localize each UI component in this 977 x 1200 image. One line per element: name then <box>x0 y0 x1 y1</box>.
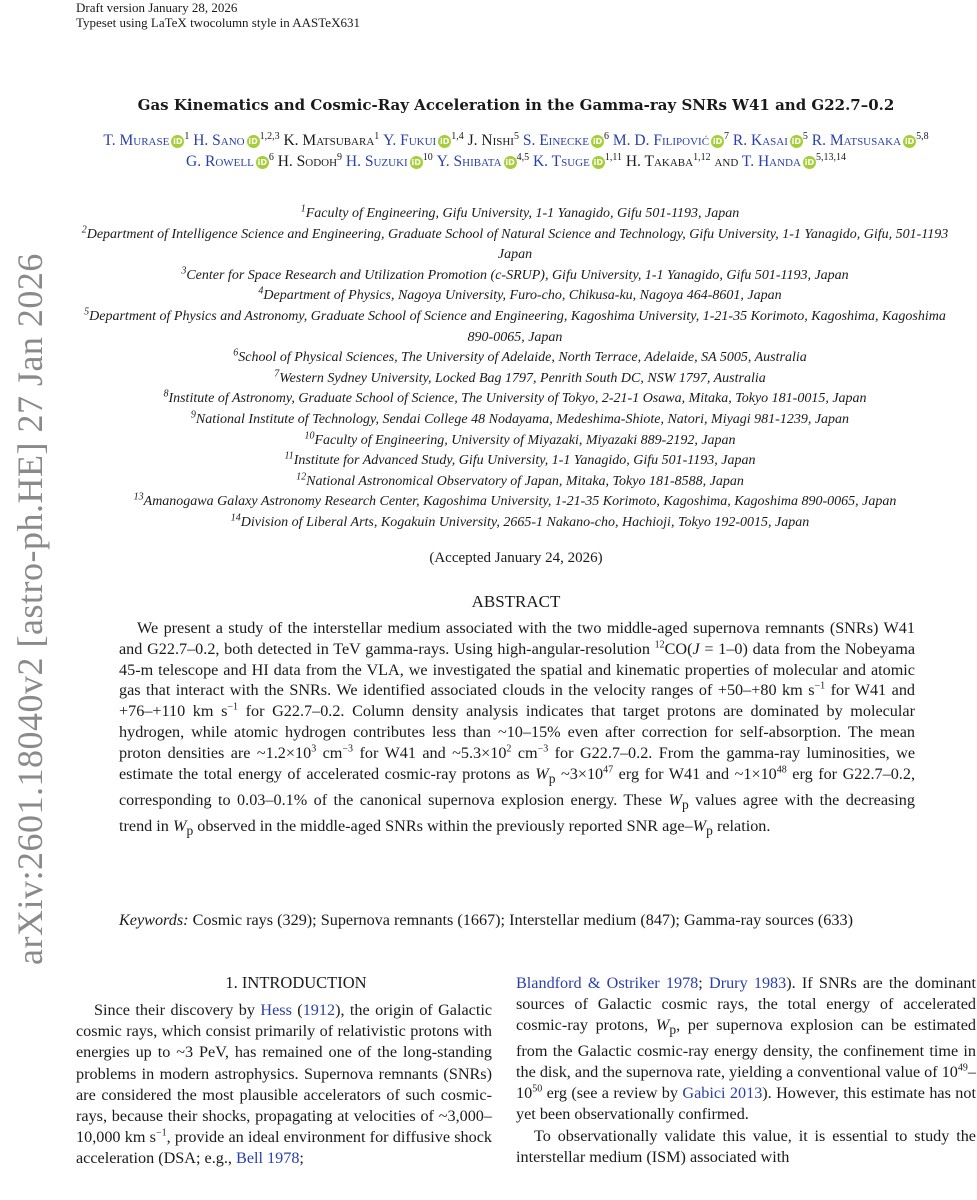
accepted-date: (Accepted January 24, 2026) <box>429 550 603 566</box>
affiliation-number: 13 <box>133 491 144 503</box>
author-affiliation-marker: 1,2,3 <box>259 130 280 142</box>
affiliation-row <box>60 431 977 452</box>
author-name: H. Sodoh <box>277 153 338 170</box>
affiliation-row <box>60 451 977 472</box>
author-name[interactable]: T. Murase <box>103 132 170 149</box>
keywords <box>119 910 915 931</box>
affiliation-text: National Astronomical Observatory of Japan, Mitaka, Tokyo 181-8588, Japan <box>306 473 744 489</box>
affiliation-row <box>60 472 977 493</box>
citation-hess-year[interactable]: 1912 <box>302 1001 336 1019</box>
author-affiliation-marker: 1,12 <box>693 151 711 163</box>
affiliation-number: 1 <box>300 203 306 215</box>
author-affiliation-marker: 7 <box>724 130 730 142</box>
author-name: H. Takaba <box>625 153 694 170</box>
author-name[interactable]: H. Sano <box>193 132 245 149</box>
citation-blandford-ostriker-1978[interactable]: Blandford & Ostriker 1978 <box>516 974 699 992</box>
keywords-text: Cosmic rays (329); Supernova remnants (1667); Interstellar medium (847); Gamma-ray sources (633) <box>192 911 853 929</box>
affiliation-text: School of Physical Sciences, The University of Adelaide, North Terrace, Adelaide, SA 5005, Australia <box>238 350 807 366</box>
orcid-icon[interactable]: iD <box>593 158 604 167</box>
orcid-icon[interactable]: iD <box>505 158 515 167</box>
affiliation-number: 9 <box>190 409 196 421</box>
arxiv-stamp: arXiv:2601.18040v2 [astro-ph.HE] 27 Jan 2026 <box>10 253 50 965</box>
author-affiliation-marker: 4,5 <box>516 151 530 163</box>
paper-title: Gas Kinematics and Cosmic-Ray Acceleration in the Gamma-ray SNRs W41 and G22.7–0.2 <box>137 96 895 114</box>
affiliation-row <box>60 410 977 431</box>
author-affiliation-marker: 6 <box>268 151 274 163</box>
author-affiliation-marker: 5 <box>802 130 808 142</box>
affiliation-text: National Institute of Technology, Sendai College 48 Nodayama, Medeshima-Shiote, Natori, Miyagi 981-1239, Japan <box>195 411 850 427</box>
author-affiliation-marker: 5 <box>513 130 519 142</box>
orcid-icon[interactable]: iD <box>440 137 450 146</box>
affiliation-text: Western Sydney University, Locked Bag 1797, Penrith South DC, NSW 1797, Australia <box>279 370 766 386</box>
author-affiliation-marker: 10 <box>422 151 433 163</box>
affiliation-row <box>60 225 977 266</box>
author-name[interactable]: K. Tsuge <box>532 153 590 170</box>
affiliation-text: Division of Liberal Arts, Kogakuin University, 2665-1 Nakano-cho, Hachioji, Tokyo 192-0015, Japan <box>240 514 810 530</box>
affiliation-text: Faculty of Engineering, Gifu University, 1-1 Yanagido, Gifu 501-1193, Japan <box>305 206 740 221</box>
author-affiliation-marker: 1 <box>184 130 190 142</box>
keywords-label: Keywords: <box>119 911 189 929</box>
orcid-icon[interactable]: iD <box>791 137 802 146</box>
affiliation-row <box>60 266 977 287</box>
author-name[interactable]: R. Kasai <box>732 132 788 149</box>
author-name[interactable]: T. Handa <box>741 153 801 170</box>
affiliation-row <box>60 348 977 369</box>
author-name: J. Nishi <box>467 132 514 149</box>
intro-right-paragraph-2: To observationally validate this value, it is essential to study the interstellar medium (ISM) associated with <box>516 1126 976 1166</box>
affiliation-text: Institute of Astronomy, Graduate School of Science, The University of Tokyo, 2-21-1 Osawa, Mitaka, Tokyo 181-0015, Japan <box>168 391 867 407</box>
affiliation-text: Department of Physics and Astronomy, Graduate School of Science and Engineering, Kagoshima University, 1-21-35 Korimoto, Kagoshima, Kagoshima 890-0065, Japan <box>89 308 946 345</box>
affiliation-text: Center for Space Research and Utilization Promotion (c-SRUP), Gifu University, 1-1 Yanagido, Gifu 501-1193, Japan <box>186 267 849 283</box>
affiliation-text: Department of Intelligence Science and Engineering, Graduate School of Natural Science and Technology, Gifu University, 1-1 Yanagido, Gifu, 501-1193 Japan <box>86 226 949 263</box>
affiliation-number: 4 <box>258 285 264 297</box>
orcid-icon[interactable]: iD <box>804 158 815 167</box>
affiliation-number: 5 <box>84 306 90 318</box>
affiliation-row <box>60 204 977 225</box>
abstract-text: We present a study of the interstellar medium associated with the two middle-aged supernova remnants (SNRs) W41 and G22.7–0.2, both detected in TeV gamma-rays. Using high-angular-resolution $^{12}$CO(J = 1–0) data from the Nobeyama 45-m telescope and HI data from the VLA, we investigated the spatial and kinematic properties of molecular and atomic gas that interact with the SNRs. We identified associated clouds in the velocity ranges of +50–+80 km $s^{-1}$ for W41 and +76–+110 km $s^{-1}$ for G22.7–0.2. Column density analysis indicates that target protons are dominated by molecular hydrogen, while atomic hydrogen contributes less than ~10–15% even after correction for self-absorption. The mean proton densities are $\sim 1.2\times 10^3$ $cm^{-3}$ for W41 and $\sim 5.3\times 10^2$ $cm^{-3}$ for G22.7–0.2. From the gamma-ray luminosities, we estimate the total energy of accelerated cosmic-ray protons as $W_p$ $\sim 3\times 10^{47}$ erg for W41 and $\sim 1\times 10^{48}$ erg for G22.7–0.2, corresponding to 0.03–0.1% of the canonical supernova explosion energy. These $W_p$ values agree with the decreasing trend in $W_p$ observed in the middle-aged SNRs within the previously reported SNR age–$W_p$ relation. <box>119 619 916 838</box>
author-affiliation-marker: 5,13,14 <box>815 151 846 163</box>
author-list <box>76 130 956 172</box>
author-affiliation-marker: 1 <box>374 130 380 142</box>
author-name[interactable]: R. Matsusaka <box>811 132 902 149</box>
affiliation-text: Amanogawa Galaxy Astronomy Research Center, Kagoshima University, 1-21-35 Korimoto, Kagoshima, Kagoshima 890-0065, Japan <box>143 494 897 510</box>
author-name[interactable]: H. Suzuki <box>345 153 408 170</box>
affiliation-number: 14 <box>230 512 241 524</box>
typeset-line: Typeset using LaTeX twocolumn style in AASTeX631 <box>76 15 360 30</box>
affiliation-number: 3 <box>181 265 187 277</box>
affiliation-text: Department of Physics, Nagoya University, Furo-cho, Chikusa-ku, Nagoya 464-8601, Japan <box>263 288 782 304</box>
author-affiliation-marker: 1,11 <box>604 151 622 163</box>
author-name[interactable]: M. D. Filipović <box>612 132 710 149</box>
author-and: and <box>710 153 742 170</box>
intro-left-column: Since their discovery by Hess (1912), the origin of Galactic cosmic rays, which consist primarily of relativistic protons with energies up to ~3 PeV, has remained one of the long-standing problems in modern astrophysics. Supernova remnants (SNRs) are considered the most plausible accelerators of such cosmic-rays, because their shocks, propagating at velocities of ~3,000–10,000 km $s^{-1}$, provide an ideal environment for diffusive shock acceleration (DSA; e.g., Bell 1978; <box>76 1001 493 1168</box>
section-heading-introduction: 1. INTRODUCTION <box>225 973 367 992</box>
affiliation-row <box>60 492 977 513</box>
orcid-icon[interactable]: iD <box>173 137 183 146</box>
author-name: K. Matsubara <box>283 132 375 149</box>
abstract-heading: ABSTRACT <box>471 592 561 611</box>
orcid-icon[interactable]: iD <box>904 137 915 146</box>
author-name[interactable]: S. Einecke <box>522 132 590 149</box>
affiliation-row <box>60 513 977 534</box>
affiliation-row <box>60 307 977 348</box>
affiliation-text: Institute for Advanced Study, Gifu University, 1-1 Yanagido, Gifu 501-1193, Japan <box>293 453 756 469</box>
orcid-icon[interactable]: iD <box>248 137 258 146</box>
affiliation-number: 7 <box>274 368 280 380</box>
affiliation-list <box>60 204 977 534</box>
affiliation-number: 12 <box>296 471 307 483</box>
affiliation-row <box>60 286 977 307</box>
affiliation-number: 10 <box>304 429 315 441</box>
author-name[interactable]: Y. Shibata <box>436 153 502 170</box>
orcid-icon[interactable]: iD <box>411 158 421 167</box>
author-affiliation-marker: 9 <box>337 151 343 163</box>
affiliation-number: 2 <box>81 223 87 235</box>
author-affiliation-marker: 5,8 <box>916 130 929 142</box>
citation-hess[interactable]: Hess <box>260 1001 292 1019</box>
citation-drury-1983[interactable]: Drury 1983 <box>709 974 787 992</box>
intro-right-column: Blandford & Ostriker 1978; Drury 1983). If SNRs are the dominant sources of Galactic cosmic rays, the total energy of accelerated cosmic-ray protons, $W_p$, per supernova explosion can be estimated from the Galactic cosmic-ray energy density, the confinement time in the disk, and the supernova rate, yielding a conventional value of $10^{49}-10^{50}$ erg (see a review by Gabici 2013). However, this estimate has not yet been observationally confirmed. To observationally validate this value, it is essential to study the interstellar medium (ISM) associated with <box>516 973 976 1168</box>
draft-version-line: Draft version January 28, 2026 <box>76 0 238 15</box>
affiliation-row <box>60 369 977 390</box>
orcid-icon[interactable]: iD <box>257 158 267 167</box>
affiliation-row <box>60 389 977 410</box>
orcid-icon[interactable]: iD <box>592 137 603 146</box>
author-affiliation-marker: 1,4 <box>451 130 464 142</box>
affiliation-number: 8 <box>163 388 169 400</box>
author-name[interactable]: Y. Fukui <box>383 132 437 149</box>
author-name[interactable]: G. Rowell <box>186 153 254 170</box>
citation-gabici-2013[interactable]: Gabici 2013 <box>682 1084 763 1103</box>
orcid-icon[interactable]: iD <box>712 137 723 146</box>
affiliation-text: Faculty of Engineering, University of Miyazaki, Miyazaki 889-2192, Japan <box>314 432 736 448</box>
affiliation-number: 6 <box>233 347 239 359</box>
author-affiliation-marker: 6 <box>604 130 610 142</box>
affiliation-number: 11 <box>284 450 294 462</box>
citation-bell-1978[interactable]: Bell 1978 <box>236 1149 300 1168</box>
